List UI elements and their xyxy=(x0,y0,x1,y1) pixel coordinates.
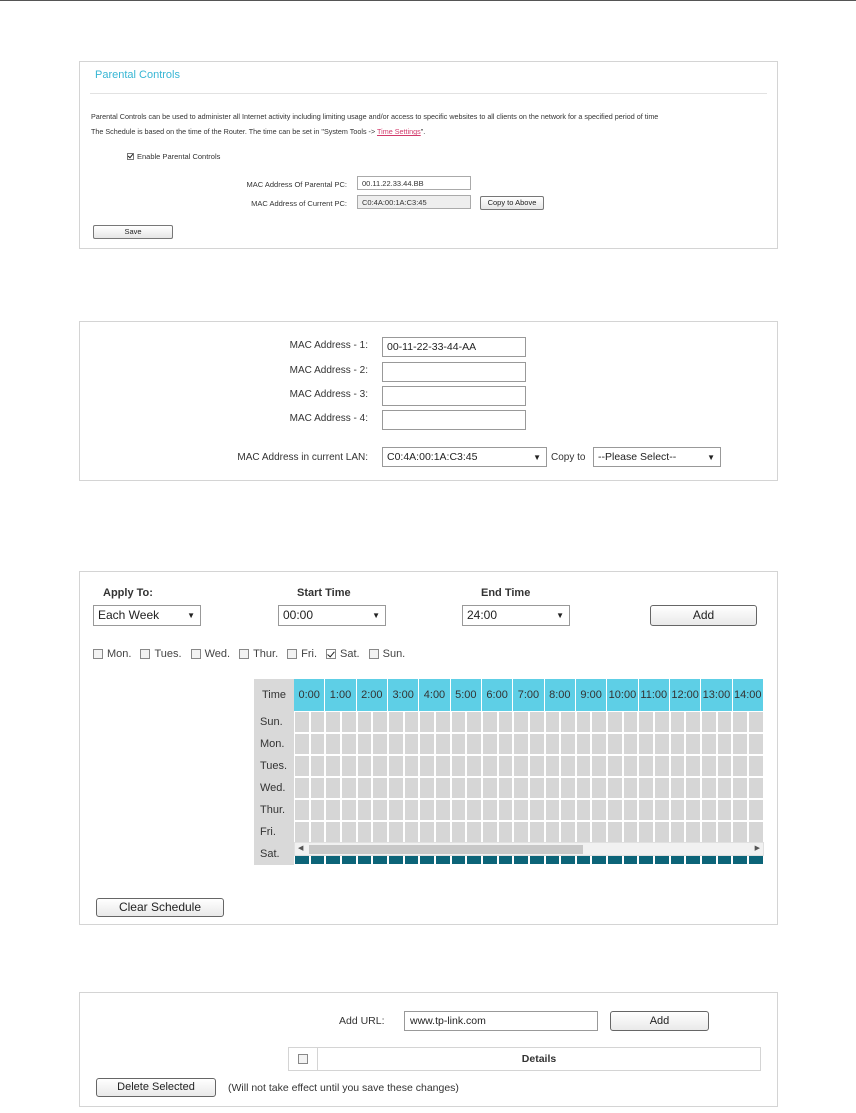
schedule-cell[interactable] xyxy=(560,755,576,777)
schedule-cell[interactable] xyxy=(607,755,623,777)
schedule-cell[interactable] xyxy=(372,821,388,843)
schedule-cell[interactable] xyxy=(560,777,576,799)
apply-to-select[interactable] xyxy=(93,605,201,626)
day-thur[interactable] xyxy=(239,648,278,660)
current-lan-select[interactable] xyxy=(382,447,547,467)
schedule-cell[interactable] xyxy=(404,821,420,843)
chevron-down-icon: ▼ xyxy=(187,611,195,620)
schedule-cell[interactable] xyxy=(388,821,404,843)
schedule-cell[interactable] xyxy=(466,711,482,733)
mac-address-2-input[interactable] xyxy=(382,362,526,382)
grid-horizontal-scrollbar[interactable] xyxy=(294,842,764,856)
schedule-cell[interactable] xyxy=(419,821,435,843)
schedule-cell[interactable] xyxy=(513,777,529,799)
schedule-cell[interactable] xyxy=(325,733,341,755)
description-line-1: Parental Controls can be used to administer all Internet activity including limiting usage and/or access to specific websites to all clients on the network for a specified period of time xyxy=(91,112,659,121)
schedule-cell[interactable] xyxy=(482,777,498,799)
schedule-cell[interactable] xyxy=(372,711,388,733)
clear-schedule-button[interactable]: Clear Schedule xyxy=(96,898,224,917)
schedule-cell[interactable] xyxy=(670,777,686,799)
schedule-cell[interactable] xyxy=(576,821,592,843)
hour-header: 2:00 xyxy=(357,679,388,711)
schedule-cell[interactable] xyxy=(717,711,733,733)
grid-day-label: Wed. xyxy=(254,777,294,799)
grid-day-label: Mon. xyxy=(254,733,294,755)
schedule-cell[interactable] xyxy=(388,733,404,755)
schedule-cell[interactable] xyxy=(701,821,717,843)
schedule-cell[interactable] xyxy=(685,821,701,843)
schedule-cell[interactable] xyxy=(732,711,748,733)
schedule-cell[interactable] xyxy=(482,711,498,733)
mac-address-1-label: MAC Address - 1: xyxy=(289,340,368,351)
schedule-cell[interactable] xyxy=(498,821,514,843)
schedule-cell[interactable] xyxy=(748,733,764,755)
schedule-cell[interactable] xyxy=(310,777,326,799)
checkbox[interactable] xyxy=(93,649,103,659)
checkbox[interactable] xyxy=(287,649,297,659)
scroll-right-icon[interactable]: ▶ xyxy=(754,845,760,852)
parental-pc-input[interactable]: 00.11.22.33.44.BB xyxy=(357,176,471,190)
schedule-cell[interactable] xyxy=(310,821,326,843)
schedule-cell[interactable] xyxy=(513,733,529,755)
schedule-cell[interactable] xyxy=(748,777,764,799)
schedule-cell[interactable] xyxy=(529,711,545,733)
grid-row xyxy=(294,799,764,821)
schedule-cell[interactable] xyxy=(701,733,717,755)
schedule-cell[interactable] xyxy=(325,799,341,821)
schedule-cell[interactable] xyxy=(623,733,639,755)
hour-header: 12:00 xyxy=(670,679,701,711)
schedule-cell[interactable] xyxy=(732,799,748,821)
schedule-cell[interactable] xyxy=(701,755,717,777)
add-url-button[interactable]: Add xyxy=(610,1011,709,1031)
day-sun[interactable] xyxy=(369,648,406,660)
schedule-cell[interactable] xyxy=(701,711,717,733)
schedule-cell[interactable] xyxy=(529,777,545,799)
chevron-down-icon: ▼ xyxy=(533,453,541,462)
day-sat[interactable] xyxy=(326,648,360,660)
schedule-cell[interactable] xyxy=(732,733,748,755)
schedule-cell[interactable] xyxy=(466,799,482,821)
schedule-cell[interactable] xyxy=(654,777,670,799)
schedule-cell[interactable] xyxy=(357,711,373,733)
checkbox[interactable] xyxy=(369,649,379,659)
schedule-panel xyxy=(79,571,778,925)
enable-label: Enable Parental Controls xyxy=(137,152,221,161)
schedule-cell[interactable] xyxy=(654,799,670,821)
chevron-down-icon: ▼ xyxy=(707,453,715,462)
day-label: Wed. xyxy=(204,648,231,660)
schedule-cell[interactable] xyxy=(498,733,514,755)
schedule-cell[interactable] xyxy=(294,755,310,777)
schedule-cell[interactable] xyxy=(560,733,576,755)
schedule-cell[interactable] xyxy=(638,711,654,733)
schedule-cell[interactable] xyxy=(341,777,357,799)
schedule-cell[interactable] xyxy=(419,733,435,755)
schedule-cell[interactable] xyxy=(545,777,561,799)
end-time-select[interactable] xyxy=(462,605,570,626)
schedule-cell[interactable] xyxy=(529,733,545,755)
schedule-cell[interactable] xyxy=(513,799,529,821)
grid-day-label: Sun. xyxy=(254,711,294,733)
schedule-cell[interactable] xyxy=(435,777,451,799)
schedule-cell[interactable] xyxy=(529,821,545,843)
checkbox[interactable] xyxy=(326,649,336,659)
description-prefix: The Schedule is based on the time of the Router. The time can be set in "System Tools -> xyxy=(91,127,378,136)
day-label: Fri. xyxy=(301,648,318,660)
parental-pc-label: MAC Address Of Parental PC: xyxy=(246,180,347,189)
schedule-cell[interactable] xyxy=(404,733,420,755)
schedule-cell[interactable] xyxy=(591,711,607,733)
end-time-value: 24:00 xyxy=(467,608,498,622)
hour-header: 4:00 xyxy=(419,679,450,711)
schedule-cell[interactable] xyxy=(435,799,451,821)
schedule-cell[interactable] xyxy=(623,821,639,843)
schedule-cell[interactable] xyxy=(685,799,701,821)
day-checkboxes xyxy=(93,648,405,660)
time-settings-link[interactable]: Time Settings xyxy=(377,127,421,136)
select-all-checkbox[interactable] xyxy=(298,1054,308,1064)
schedule-cell[interactable] xyxy=(341,799,357,821)
enable-parental-controls[interactable] xyxy=(127,152,220,161)
schedule-cell[interactable] xyxy=(404,799,420,821)
schedule-cell[interactable] xyxy=(717,733,733,755)
schedule-cell[interactable] xyxy=(607,821,623,843)
schedule-cell[interactable] xyxy=(701,799,717,821)
schedule-cell[interactable] xyxy=(372,733,388,755)
day-label: Sun. xyxy=(382,648,406,660)
schedule-cell[interactable] xyxy=(685,755,701,777)
schedule-cell[interactable] xyxy=(607,799,623,821)
scrollbar-thumb[interactable] xyxy=(309,845,583,854)
hour-header: 9:00 xyxy=(576,679,607,711)
schedule-cell[interactable] xyxy=(513,755,529,777)
schedule-cell[interactable] xyxy=(623,755,639,777)
schedule-cell[interactable] xyxy=(638,777,654,799)
schedule-grid xyxy=(254,679,764,860)
schedule-cell[interactable] xyxy=(654,711,670,733)
schedule-cell[interactable] xyxy=(717,799,733,821)
schedule-cell[interactable] xyxy=(466,755,482,777)
hour-header: 10:00 xyxy=(607,679,638,711)
current-pc-label: MAC Address of Current PC: xyxy=(251,199,347,208)
schedule-cell[interactable] xyxy=(670,799,686,821)
grid-row xyxy=(294,777,764,799)
mac-address-4-input[interactable] xyxy=(382,410,526,430)
grid-row xyxy=(294,733,764,755)
schedule-cell[interactable] xyxy=(498,755,514,777)
apply-to-value: Each Week xyxy=(98,608,160,622)
checkbox[interactable] xyxy=(239,649,249,659)
schedule-cell[interactable] xyxy=(670,711,686,733)
schedule-cell[interactable] xyxy=(498,711,514,733)
grid-row xyxy=(294,821,764,843)
schedule-cell[interactable] xyxy=(717,821,733,843)
hour-header-row xyxy=(294,679,764,711)
schedule-cell[interactable] xyxy=(638,821,654,843)
day-fri[interactable] xyxy=(287,648,317,660)
schedule-cell[interactable] xyxy=(404,777,420,799)
schedule-cell[interactable] xyxy=(341,733,357,755)
schedule-cell[interactable] xyxy=(357,821,373,843)
schedule-cell[interactable] xyxy=(560,821,576,843)
schedule-cell[interactable] xyxy=(576,777,592,799)
schedule-cell[interactable] xyxy=(748,799,764,821)
day-label: Sat. xyxy=(340,648,360,660)
day-label: Thur. xyxy=(253,648,279,660)
copy-to-above-button[interactable]: Copy to Above xyxy=(480,196,544,210)
schedule-cell[interactable] xyxy=(310,799,326,821)
schedule-cell[interactable] xyxy=(717,755,733,777)
day-tues[interactable] xyxy=(140,648,181,660)
current-lan-label: MAC Address in current LAN: xyxy=(237,452,368,463)
details-header: Details xyxy=(521,1053,557,1065)
save-note: (Will not take effect until you save these changes) xyxy=(228,1082,459,1094)
hour-header: 11:00 xyxy=(639,679,670,711)
day-wed[interactable] xyxy=(191,648,230,660)
grid-day-label: Fri. xyxy=(254,821,294,843)
schedule-cell[interactable] xyxy=(607,711,623,733)
schedule-cell[interactable] xyxy=(591,733,607,755)
schedule-cell[interactable] xyxy=(435,821,451,843)
schedule-cell[interactable] xyxy=(529,755,545,777)
grid-day-label: Sat. xyxy=(254,843,294,865)
add-url-label: Add URL: xyxy=(339,1015,385,1027)
schedule-cell[interactable] xyxy=(466,733,482,755)
start-time-value: 00:00 xyxy=(283,608,314,622)
add-schedule-button[interactable]: Add xyxy=(650,605,757,626)
schedule-cell[interactable] xyxy=(451,711,467,733)
hour-header: 3:00 xyxy=(388,679,419,711)
mac-address-4-label: MAC Address - 4: xyxy=(289,413,368,424)
schedule-cell[interactable] xyxy=(545,821,561,843)
schedule-cell[interactable] xyxy=(419,799,435,821)
chevron-down-icon: ▼ xyxy=(372,611,380,620)
mac-address-1-input[interactable]: 00-11-22-33-44-AA xyxy=(382,337,526,357)
start-time-label: Start Time xyxy=(297,587,351,599)
schedule-cell[interactable] xyxy=(545,755,561,777)
end-time-label: End Time xyxy=(481,587,531,599)
schedule-cell[interactable] xyxy=(591,821,607,843)
schedule-cell[interactable] xyxy=(576,733,592,755)
grid-day-label: Thur. xyxy=(254,799,294,821)
schedule-cell[interactable] xyxy=(576,755,592,777)
schedule-cell[interactable] xyxy=(717,777,733,799)
schedule-cell[interactable] xyxy=(357,755,373,777)
checkbox[interactable] xyxy=(191,649,201,659)
schedule-cell[interactable] xyxy=(685,777,701,799)
select-all-cell xyxy=(289,1048,318,1070)
schedule-cell[interactable] xyxy=(325,821,341,843)
schedule-cell[interactable] xyxy=(482,799,498,821)
mac-address-panel xyxy=(79,321,778,481)
schedule-cell[interactable] xyxy=(482,755,498,777)
schedule-cell[interactable] xyxy=(388,711,404,733)
schedule-cell[interactable] xyxy=(372,755,388,777)
schedule-cell[interactable] xyxy=(591,799,607,821)
hour-header: 1:00 xyxy=(325,679,356,711)
grid-row xyxy=(294,711,764,733)
schedule-cell[interactable] xyxy=(576,799,592,821)
schedule-cell[interactable] xyxy=(685,711,701,733)
time-header: Time xyxy=(254,679,294,711)
schedule-cell[interactable] xyxy=(701,777,717,799)
url-table-header xyxy=(288,1047,761,1071)
schedule-cell[interactable] xyxy=(466,777,482,799)
description-line-2 xyxy=(91,127,777,136)
description-suffix: ". xyxy=(420,127,426,136)
hour-header: 13:00 xyxy=(701,679,732,711)
current-pc-input: C0:4A:00:1A:C3:45 xyxy=(357,195,471,209)
schedule-cell[interactable] xyxy=(325,755,341,777)
grid-row xyxy=(294,755,764,777)
schedule-cell[interactable] xyxy=(748,755,764,777)
schedule-cell[interactable] xyxy=(670,821,686,843)
schedule-cell[interactable] xyxy=(607,733,623,755)
schedule-cell[interactable] xyxy=(419,755,435,777)
schedule-cell[interactable] xyxy=(732,821,748,843)
schedule-cell[interactable] xyxy=(294,821,310,843)
schedule-cell[interactable] xyxy=(607,777,623,799)
schedule-cell[interactable] xyxy=(466,821,482,843)
schedule-cell[interactable] xyxy=(654,733,670,755)
schedule-cell[interactable] xyxy=(388,755,404,777)
schedule-cell[interactable] xyxy=(357,733,373,755)
schedule-cell[interactable] xyxy=(670,733,686,755)
schedule-cell[interactable] xyxy=(591,755,607,777)
schedule-cell[interactable] xyxy=(529,799,545,821)
schedule-cell[interactable] xyxy=(623,711,639,733)
hour-header: 0:00 xyxy=(294,679,325,711)
schedule-cell[interactable] xyxy=(310,755,326,777)
copy-to-label: Copy to xyxy=(551,452,586,463)
mac-address-3-input[interactable] xyxy=(382,386,526,406)
apply-to-label: Apply To: xyxy=(103,587,153,599)
mac-address-2-label: MAC Address - 2: xyxy=(289,365,368,376)
schedule-cell[interactable] xyxy=(388,777,404,799)
schedule-cell[interactable] xyxy=(435,733,451,755)
copy-to-select[interactable] xyxy=(593,447,721,467)
schedule-cell[interactable] xyxy=(372,777,388,799)
schedule-cell[interactable] xyxy=(732,777,748,799)
schedule-cell[interactable] xyxy=(513,711,529,733)
schedule-cell[interactable] xyxy=(654,755,670,777)
schedule-cell[interactable] xyxy=(623,799,639,821)
grid-day-label: Tues. xyxy=(254,755,294,777)
schedule-cell[interactable] xyxy=(357,799,373,821)
schedule-cell[interactable] xyxy=(435,711,451,733)
schedule-cell[interactable] xyxy=(341,755,357,777)
schedule-cell[interactable] xyxy=(451,821,467,843)
schedule-cell[interactable] xyxy=(341,821,357,843)
hour-header: 7:00 xyxy=(513,679,544,711)
mac-address-3-label: MAC Address - 3: xyxy=(289,389,368,400)
delete-selected-button[interactable]: Delete Selected xyxy=(96,1078,216,1097)
schedule-cell[interactable] xyxy=(294,777,310,799)
save-button[interactable]: Save xyxy=(93,225,173,239)
schedule-cell[interactable] xyxy=(451,799,467,821)
chevron-down-icon: ▼ xyxy=(556,611,564,620)
schedule-cell[interactable] xyxy=(638,755,654,777)
schedule-cell[interactable] xyxy=(623,777,639,799)
schedule-cell[interactable] xyxy=(325,777,341,799)
schedule-cell[interactable] xyxy=(294,799,310,821)
schedule-cell[interactable] xyxy=(732,755,748,777)
schedule-cell[interactable] xyxy=(576,711,592,733)
schedule-cell[interactable] xyxy=(545,711,561,733)
schedule-cell[interactable] xyxy=(482,821,498,843)
schedule-cell[interactable] xyxy=(419,711,435,733)
schedule-cell[interactable] xyxy=(498,799,514,821)
scroll-left-icon[interactable]: ◀ xyxy=(298,845,304,852)
schedule-cell[interactable] xyxy=(435,755,451,777)
parental-controls-panel xyxy=(79,61,778,249)
schedule-cell[interactable] xyxy=(310,733,326,755)
schedule-cell[interactable] xyxy=(404,711,420,733)
schedule-cell[interactable] xyxy=(638,733,654,755)
hour-header: 5:00 xyxy=(451,679,482,711)
schedule-cell[interactable] xyxy=(560,799,576,821)
schedule-cell[interactable] xyxy=(341,711,357,733)
schedule-cell[interactable] xyxy=(545,733,561,755)
current-lan-value: C0:4A:00:1A:C3:45 xyxy=(387,451,478,463)
schedule-cell[interactable] xyxy=(372,799,388,821)
schedule-cell[interactable] xyxy=(419,777,435,799)
schedule-cell[interactable] xyxy=(388,799,404,821)
schedule-cell[interactable] xyxy=(498,777,514,799)
schedule-cell[interactable] xyxy=(310,711,326,733)
schedule-cell[interactable] xyxy=(294,733,310,755)
day-label: Mon. xyxy=(107,648,132,660)
hour-header: 8:00 xyxy=(545,679,576,711)
schedule-cell[interactable] xyxy=(545,799,561,821)
schedule-cell[interactable] xyxy=(325,711,341,733)
hour-header: 6:00 xyxy=(482,679,513,711)
schedule-cell[interactable] xyxy=(451,755,467,777)
checkbox[interactable] xyxy=(140,649,150,659)
schedule-cell[interactable] xyxy=(638,799,654,821)
schedule-cell[interactable] xyxy=(654,821,670,843)
schedule-cell[interactable] xyxy=(748,821,764,843)
schedule-cell[interactable] xyxy=(560,711,576,733)
url-panel xyxy=(79,992,778,1107)
schedule-cell[interactable] xyxy=(482,733,498,755)
add-url-input[interactable]: www.tp-link.com xyxy=(404,1011,598,1031)
hour-header: 14:00 xyxy=(733,679,764,711)
day-label: Tues. xyxy=(154,648,182,660)
schedule-cell[interactable] xyxy=(294,711,310,733)
top-divider xyxy=(0,0,856,1)
start-time-select[interactable] xyxy=(278,605,386,626)
title-divider xyxy=(90,93,767,94)
schedule-cell[interactable] xyxy=(357,777,373,799)
day-mon[interactable] xyxy=(93,648,131,660)
schedule-cell[interactable] xyxy=(451,777,467,799)
schedule-cell[interactable] xyxy=(404,755,420,777)
enable-checkbox[interactable] xyxy=(127,153,134,160)
copy-to-value: --Please Select-- xyxy=(598,451,677,463)
schedule-cell[interactable] xyxy=(513,821,529,843)
schedule-cell[interactable] xyxy=(670,755,686,777)
schedule-cell[interactable] xyxy=(451,733,467,755)
panel-title: Parental Controls xyxy=(95,69,180,81)
schedule-cell[interactable] xyxy=(748,711,764,733)
schedule-cell[interactable] xyxy=(685,733,701,755)
schedule-cell[interactable] xyxy=(591,777,607,799)
